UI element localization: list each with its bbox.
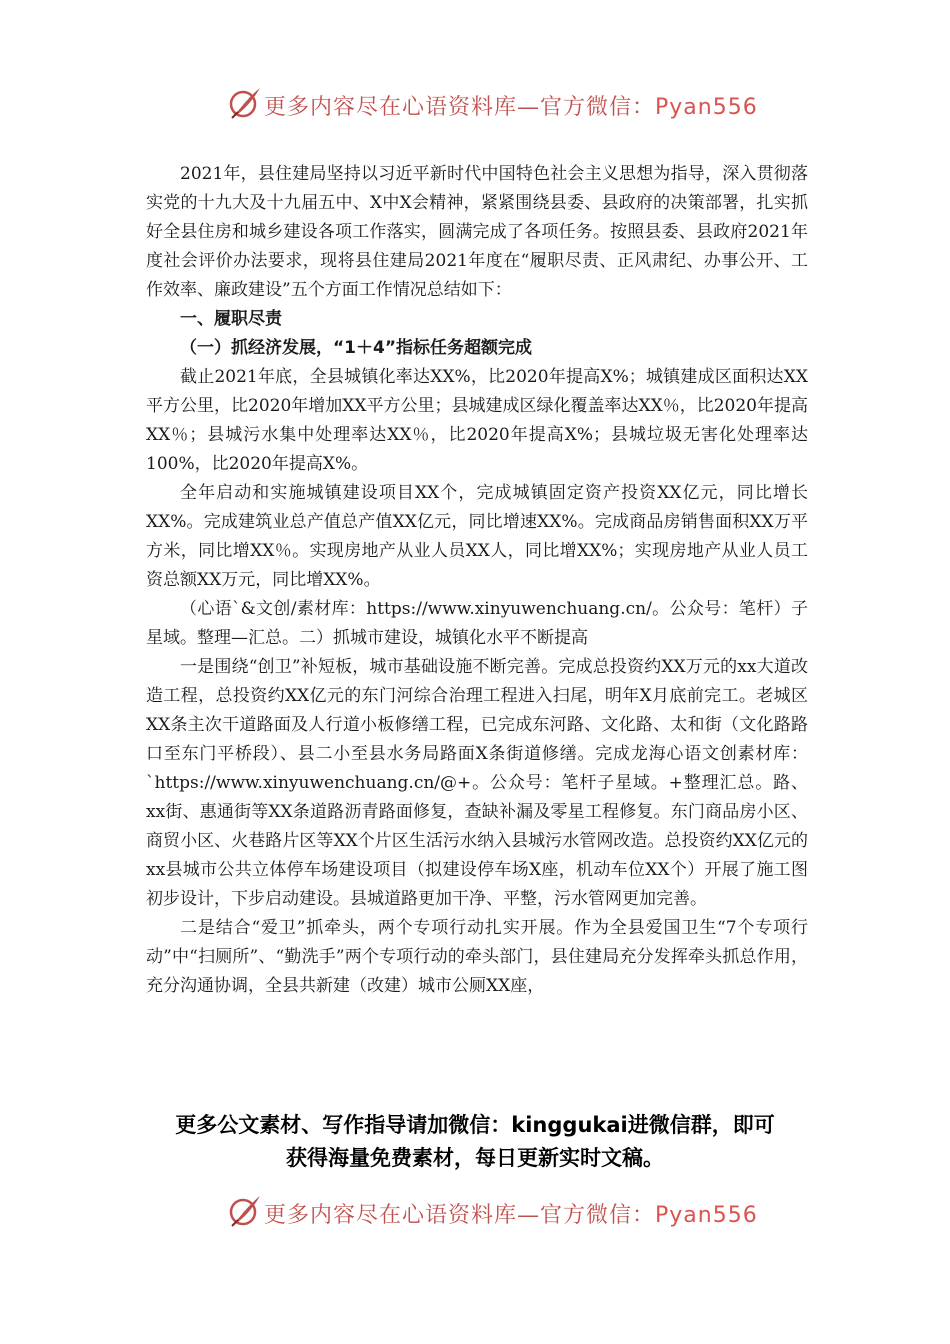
section-heading: 一、履职尽责 [180,309,282,329]
banner-label: 更多内容尽在心语资料库—官方微信： [264,1203,656,1228]
promo-notice [0,1109,950,1175]
paragraph-intro: 2021年，县住建局坚持以习近平新时代中国特色社会主义思想为指导，深入贯彻落实党的十九大及十九届五中、X中X会精神，紧紧围绕县委、县政府的决策部署，扎实抓好全县住房和城乡建设各项工作落实，圆满完成了各项任务。按照县委、县政府2021年度社会评价办法要求，现将县住建局2021年度在“履职尽责、正风肃纪、办事公开、工作效率、廉政建设”五个方面工作情况总结如下： [146,164,808,300]
footer-banner [0,1192,950,1232]
paragraph-city-construction: 一是围绕“创卫”补短板，城市基础设施不断完善。完成总投资约XX万元的xx大道改造工程，总投资约XX亿元的东门河综合治理工程进入扫尾，明年X月底前完工。老城区XX条主次干道路面及人行道小板修缮工程，已完成东河路、文化路、太和街（文化路路口至东门平桥段）、县二小至县水务局路面X条街道修缮。完成龙海心语文创素材库：`https://www.xinyuwenchuang.cn/@+。公众号：笔杆子星域。+整理汇总。路、xx街、惠通街等XX条道路沥青路面修复，查缺补漏及零星工程修复。东门商品房小区、商贸小区、火巷路片区等XX个片区生活污水纳入县城污水管网改造。总投资约XX亿元的xx县城市公共立体停车场建设项目（拟建设停车场X座，机动车位XX个）开展了施工图初步设计，下步启动建设。县城道路更加干净、平整，污水管网更加完善。 [146,657,808,909]
banner-text [264,1198,758,1229]
subsection-heading: （一）抓经济发展，“1＋4”指标任务超额完成 [180,338,533,358]
banner-label: 更多内容尽在心语资料库—官方微信： [264,95,656,120]
document-body [146,160,808,1001]
promo-line-1: 更多公文素材、写作指导请加微信：kinggukai进微信群，即可 [175,1113,775,1137]
header-banner [0,84,950,124]
promo-line-2: 获得海量免费素材，每日更新实时文稿。 [286,1146,664,1170]
paragraph-source-note: （心语`&文创/素材库：https://www.xinyuwenchuang.cn/。公众号：笔杆）子星域。整理—汇总。二）抓城市建设，城镇化水平不断提高 [146,599,808,648]
quill-logo-icon [228,1194,262,1228]
banner-text [264,90,758,121]
banner-wechat-id: Pyan556 [655,95,758,120]
banner-wechat-id: Pyan556 [655,1203,758,1228]
quill-logo-icon [228,86,262,120]
paragraph-urbanization: 截止2021年底，全县城镇化率达XX%，比2020年提高X%；城镇建成区面积达XX平方公里，比2020年增加XX平方公里；县城建成区绿化覆盖率达XX％，比2020年提高XX％；县城污水集中处理率达XX％，比2020年提高X%；县城垃圾无害化处理率达100%，比2020年提高X%。 [146,367,808,474]
paragraph-investment: 全年启动和实施城镇建设项目XX个，完成城镇固定资产投资XX亿元，同比增长XX%。完成建筑业总产值总产值XX亿元，同比增速XX%。完成商品房销售面积XX万平方米，同比增XX％。实现房地产从业人员XX人，同比增XX%；实现房地产从业人员工资总额XX万元，同比增XX%。 [146,483,808,590]
paragraph-sanitation: 二是结合“爱卫”抓牵头，两个专项行动扎实开展。作为全县爱国卫生“7个专项行动”中“扫厕所”、“勤洗手”两个专项行动的牵头部门，县住建局充分发挥牵头抓总作用，充分沟通协调，全县共新建（改建）城市公厕XX座， [146,918,808,996]
